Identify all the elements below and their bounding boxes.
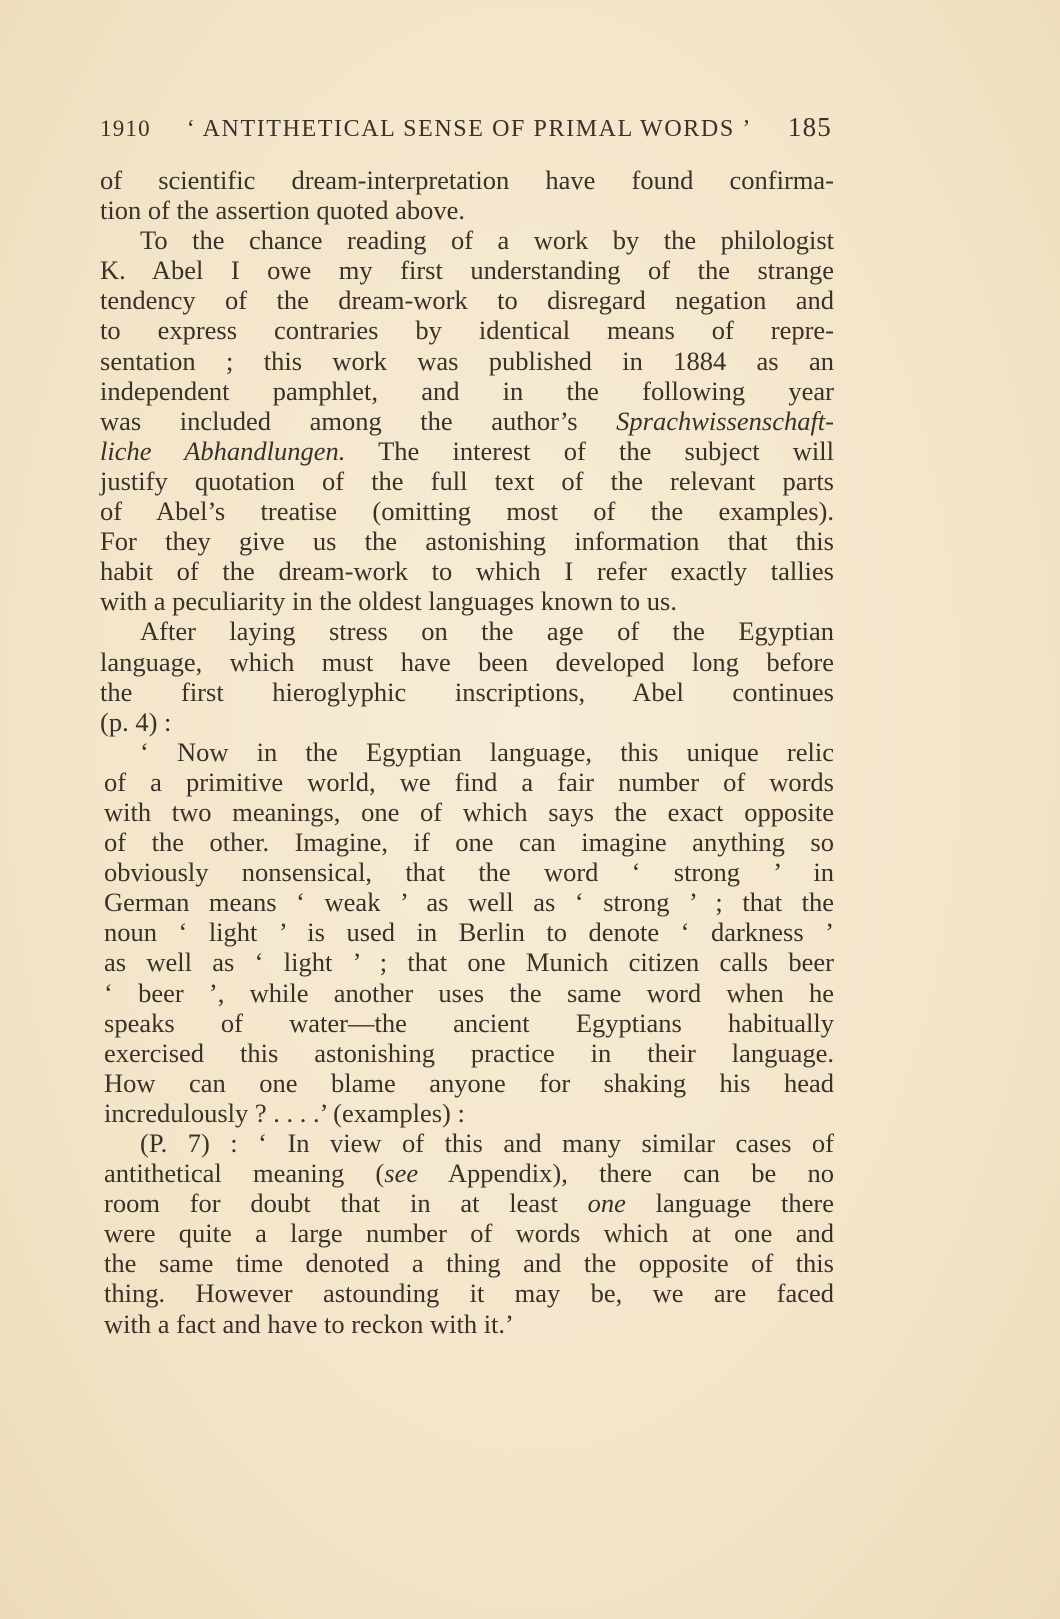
text-line: the first hieroglyphic inscriptions, Abel continues [100, 676, 834, 707]
text-line: exercised this astonishing practice in their language. [104, 1037, 834, 1068]
italic-segment: liche Abhandlungen. [100, 435, 346, 466]
text-line [100, 1188, 834, 1218]
text-line: tendency of the dream-work to disregard negation and [100, 285, 834, 316]
text-line [100, 1128, 834, 1158]
text-line: habit of the dream-work to which I refer exactly tallies [100, 556, 834, 587]
text-line: with a peculiarity in the oldest languages known to us. [100, 586, 677, 617]
text-line: thing. However astounding it may be, we are faced [104, 1278, 834, 1309]
header-year: 1910 [100, 116, 151, 141]
italic-segment: Sprachwissenschaft- [616, 405, 834, 436]
header-running-title: ‘ ANTITHETICAL SENSE OF PRIMAL WORDS ’ [186, 116, 752, 142]
text-line: K. Abel I owe my first understanding of the strange [100, 255, 834, 286]
running-header [100, 112, 832, 152]
text-line: How can one blame anyone for shaking his head [104, 1067, 834, 1098]
line-segment: room for doubt that in at least [104, 1188, 588, 1219]
text-line: tion of the assertion quoted above. [100, 195, 466, 226]
text-line: incredulously ? . . . .’ (examples) : [104, 1097, 465, 1128]
text-line: of scientific dream-interpretation have found confirma- [100, 165, 834, 195]
line-segment: was included among the author’s [100, 405, 617, 436]
text-line: were quite a large number of words which at one and [104, 1218, 834, 1249]
text-line: noun ‘ light ’ is used in Berlin to denote ‘ darkness ’ [104, 917, 834, 948]
text-line: obviously nonsensical, that the word ‘ strong ’ in [104, 857, 834, 888]
text-line: justify quotation of the full text of the relevant parts [100, 465, 834, 496]
text-line: of a primitive world, we find a fair number of words [104, 766, 834, 797]
text-line: sentation ; this work was published in 1884 as an [100, 345, 834, 376]
text-line: After laying stress on the age of the Egyptian [140, 616, 834, 647]
text-line: speaks of water—the ancient Egyptians habitually [104, 1007, 834, 1038]
text-line [100, 436, 834, 466]
text-line [100, 406, 834, 436]
text-line: to express contraries by identical means of repre- [100, 315, 834, 346]
text-line: of the other. Imagine, if one can imagine anything so [104, 827, 834, 858]
text-line [100, 1158, 834, 1188]
line-segment: (P. 7) : ‘ In view of this and many similar cases of [140, 1128, 834, 1158]
text-line: For they give us the astonishing information that this [100, 526, 834, 557]
line-segment: The interest of the subject will [345, 435, 834, 466]
text-line: ‘ Now in the Egyptian language, this unique relic [140, 736, 834, 767]
text-line: (p. 4) : [100, 706, 172, 737]
text-line: To the chance reading of a work by the philologist [140, 225, 834, 256]
text-line: independent pamphlet, and in the following year [100, 375, 834, 406]
text-line: with a fact and have to reckon with it.’ [104, 1308, 514, 1339]
text-line: the same time denoted a thing and the opposite of this [104, 1248, 834, 1279]
text-line: with two meanings, one of which says the exact opposite [104, 796, 834, 827]
line-segment: Appendix), there can be no [418, 1158, 835, 1189]
text-line: of Abel’s treatise (omitting most of the examples). [100, 496, 834, 527]
page-body-text [100, 165, 834, 1339]
text-line: German means ‘ weak ’ as well as ‘ strong ’ ; that the [104, 887, 834, 918]
line-segment: antithetical meaning ( [104, 1158, 385, 1189]
italic-segment: one [587, 1188, 626, 1219]
line-segment: language there [625, 1188, 834, 1219]
text-line: as well as ‘ light ’ ; that one Munich citizen calls beer [104, 947, 834, 978]
page-number: 185 [787, 112, 832, 142]
italic-segment: see [384, 1158, 419, 1189]
text-line: language, which must have been developed long before [100, 646, 834, 677]
text-line: ‘ beer ’, while another uses the same word when he [104, 977, 834, 1008]
